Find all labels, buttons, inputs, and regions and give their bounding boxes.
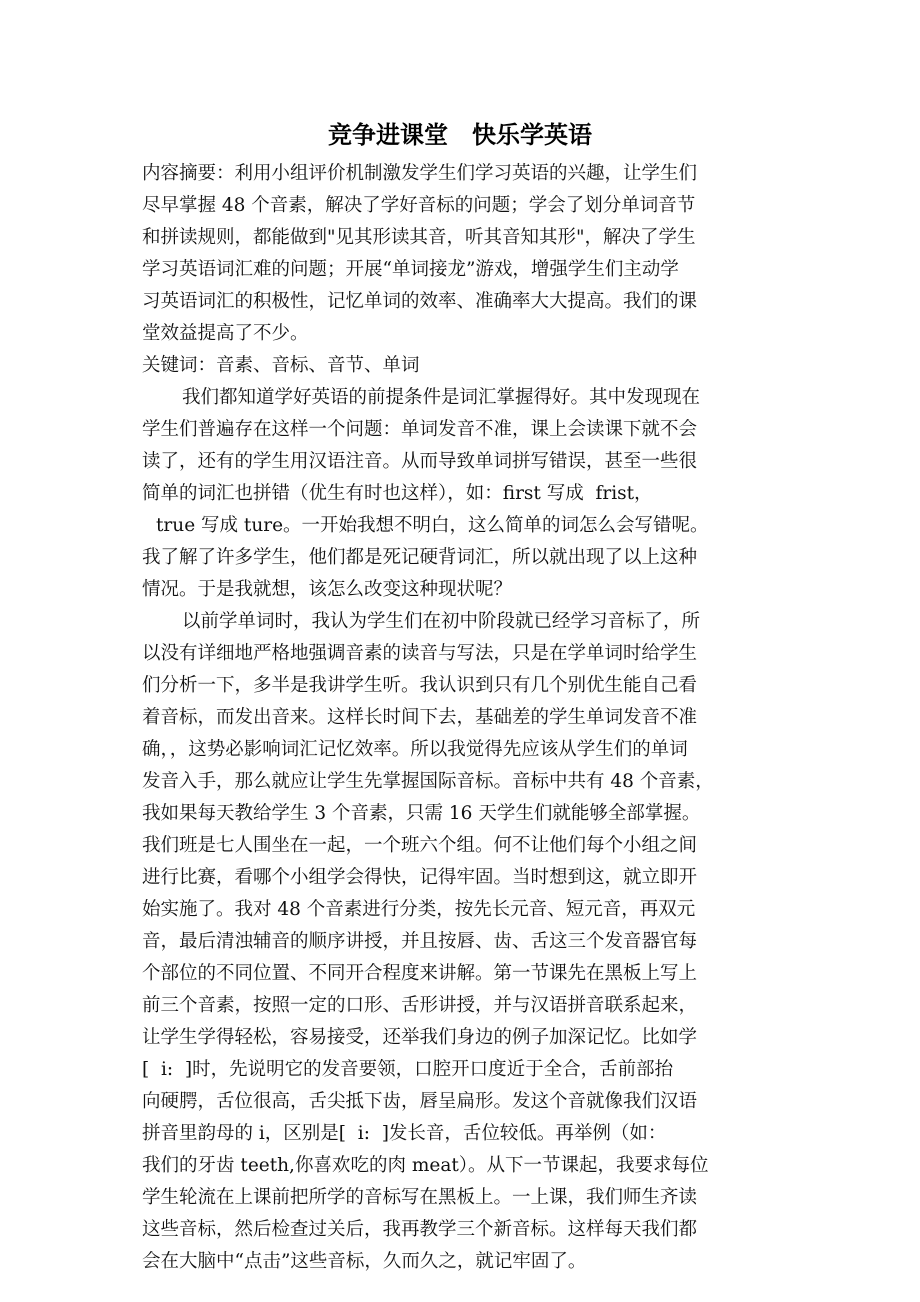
paragraph-line: 我了解了许多学生，他们都是死记硬背词汇，所以就出现了以上这种 <box>142 547 698 568</box>
paragraph-line: 让学生学得轻松，容易接受，还举我们身边的例子加深记忆。比如学 <box>142 1027 698 1048</box>
paragraph-line: 们分析一下，多半是我讲学生听。我认识到只有几个别优生能自己看 <box>142 675 698 696</box>
abstract-line: 学习英语词汇难的问题；开展“单词接龙”游戏，增强学生们主动学 <box>142 259 679 280</box>
paragraph-line: 读了，还有的学生用汉语注音。从而导致单词拼写错误，甚至一些很 <box>142 451 698 472</box>
paragraph-line: 我们的牙齿 teeth,你喜欢吃的肉 meat）。从下一节课起，我要求每位 <box>142 1155 709 1176</box>
keywords-line: 关键词：音素、音标、音节、单词 <box>142 355 420 376</box>
paragraph-line: 向硬腭，舌位很高，舌尖抵下齿，唇呈扁形。发这个音就像我们汉语 <box>142 1091 698 1112</box>
paragraph-line: 拼音里韵母的 i，区别是[ i: ]发长音，舌位较低。再举例（如： <box>142 1123 667 1144</box>
paragraph-line: 进行比赛，看哪个小组学会得快，记得牢固。当时想到这，就立即开 <box>142 867 698 888</box>
paragraph-line: 始实施了。我对 48 个音素进行分类，按先长元音、短元音，再双元 <box>142 899 696 920</box>
paragraph-line: 这些音标，然后检查过关后，我再教学三个新音标。这样每天我们都 <box>142 1219 698 1240</box>
paragraph-line: 着音标，而发出音来。这样长时间下去，基础差的学生单词发音不准 <box>142 707 698 728</box>
abstract-line: 内容摘要：利用小组评价机制激发学生们学习英语的兴趣，让学生们 <box>142 163 698 184</box>
paragraph-line: 发音入手，那么就应让学生先掌握国际音标。音标中共有 48 个音素， <box>142 771 714 792</box>
paragraph-line: 学生们普遍存在这样一个问题：单词发音不准，课上会读课下就不会 <box>142 419 698 440</box>
abstract-line: 和拼读规则，都能做到"见其形读其音，听其音知其形"，解决了学生 <box>142 227 696 248</box>
paragraph-line: 会在大脑中“点击”这些音标，久而久之，就记牢固了。 <box>142 1251 587 1272</box>
document-title: 竞争进课堂 快乐学英语 <box>328 121 592 149</box>
abstract-line: 习英语词汇的积极性，记忆单词的效率、准确率大大提高。我们的课 <box>142 291 698 312</box>
abstract-line: 堂效益提高了不少。 <box>142 323 309 344</box>
paragraph-line: 我们班是七人围坐在一起，一个班六个组。何不让他们每个小组之间 <box>142 835 698 856</box>
paragraph-line: [ i: ]时，先说明它的发音要领，口腔开口度近于全合，舌前部抬 <box>142 1059 674 1080</box>
paragraph-line: 确，，这势必影响词汇记忆效率。所以我觉得先应该从学生们的单词 <box>142 739 688 760</box>
paragraph-line: 我们都知道学好英语的前提条件是词汇掌握得好。其中发现现在 <box>182 387 701 408</box>
document-body <box>142 158 782 1278</box>
paragraph-line: true 写成 ture。一开始我想不明白，这么简单的词怎么会写错呢。 <box>156 515 709 536</box>
paragraph-line: 学生轮流在上课前把所学的音标写在黑板上。一上课，我们师生齐读 <box>142 1187 698 1208</box>
paragraph-line: 音，最后清浊辅音的顺序讲授，并且按唇、齿、舌这三个发音器官每 <box>142 931 698 952</box>
paragraph-line: 个部位的不同位置、不同开合程度来讲解。第一节课先在黑板上写上 <box>142 963 698 984</box>
paragraph-line: 简单的词汇也拼错（优生有时也这样），如：first 写成 frist， <box>142 483 653 504</box>
abstract-line: 尽早掌握 48 个音素，解决了学好音标的问题；学会了划分单词音节 <box>142 195 696 216</box>
paragraph-line: 情况。于是我就想，该怎么改变这种现状呢？ <box>142 579 513 600</box>
paragraph-line: 我如果每天教给学生 3 个音素，只需 16 天学生们就能够全部掌握。 <box>142 803 701 824</box>
paragraph-line: 前三个音素，按照一定的口形、舌形讲授，并与汉语拼音联系起来， <box>142 995 698 1016</box>
paragraph-line: 以前学单词时，我认为学生们在初中阶段就已经学习音标了，所 <box>182 611 701 632</box>
paragraph-line: 以没有详细地严格地强调音素的读音与写法，只是在学单词时给学生 <box>142 643 698 664</box>
